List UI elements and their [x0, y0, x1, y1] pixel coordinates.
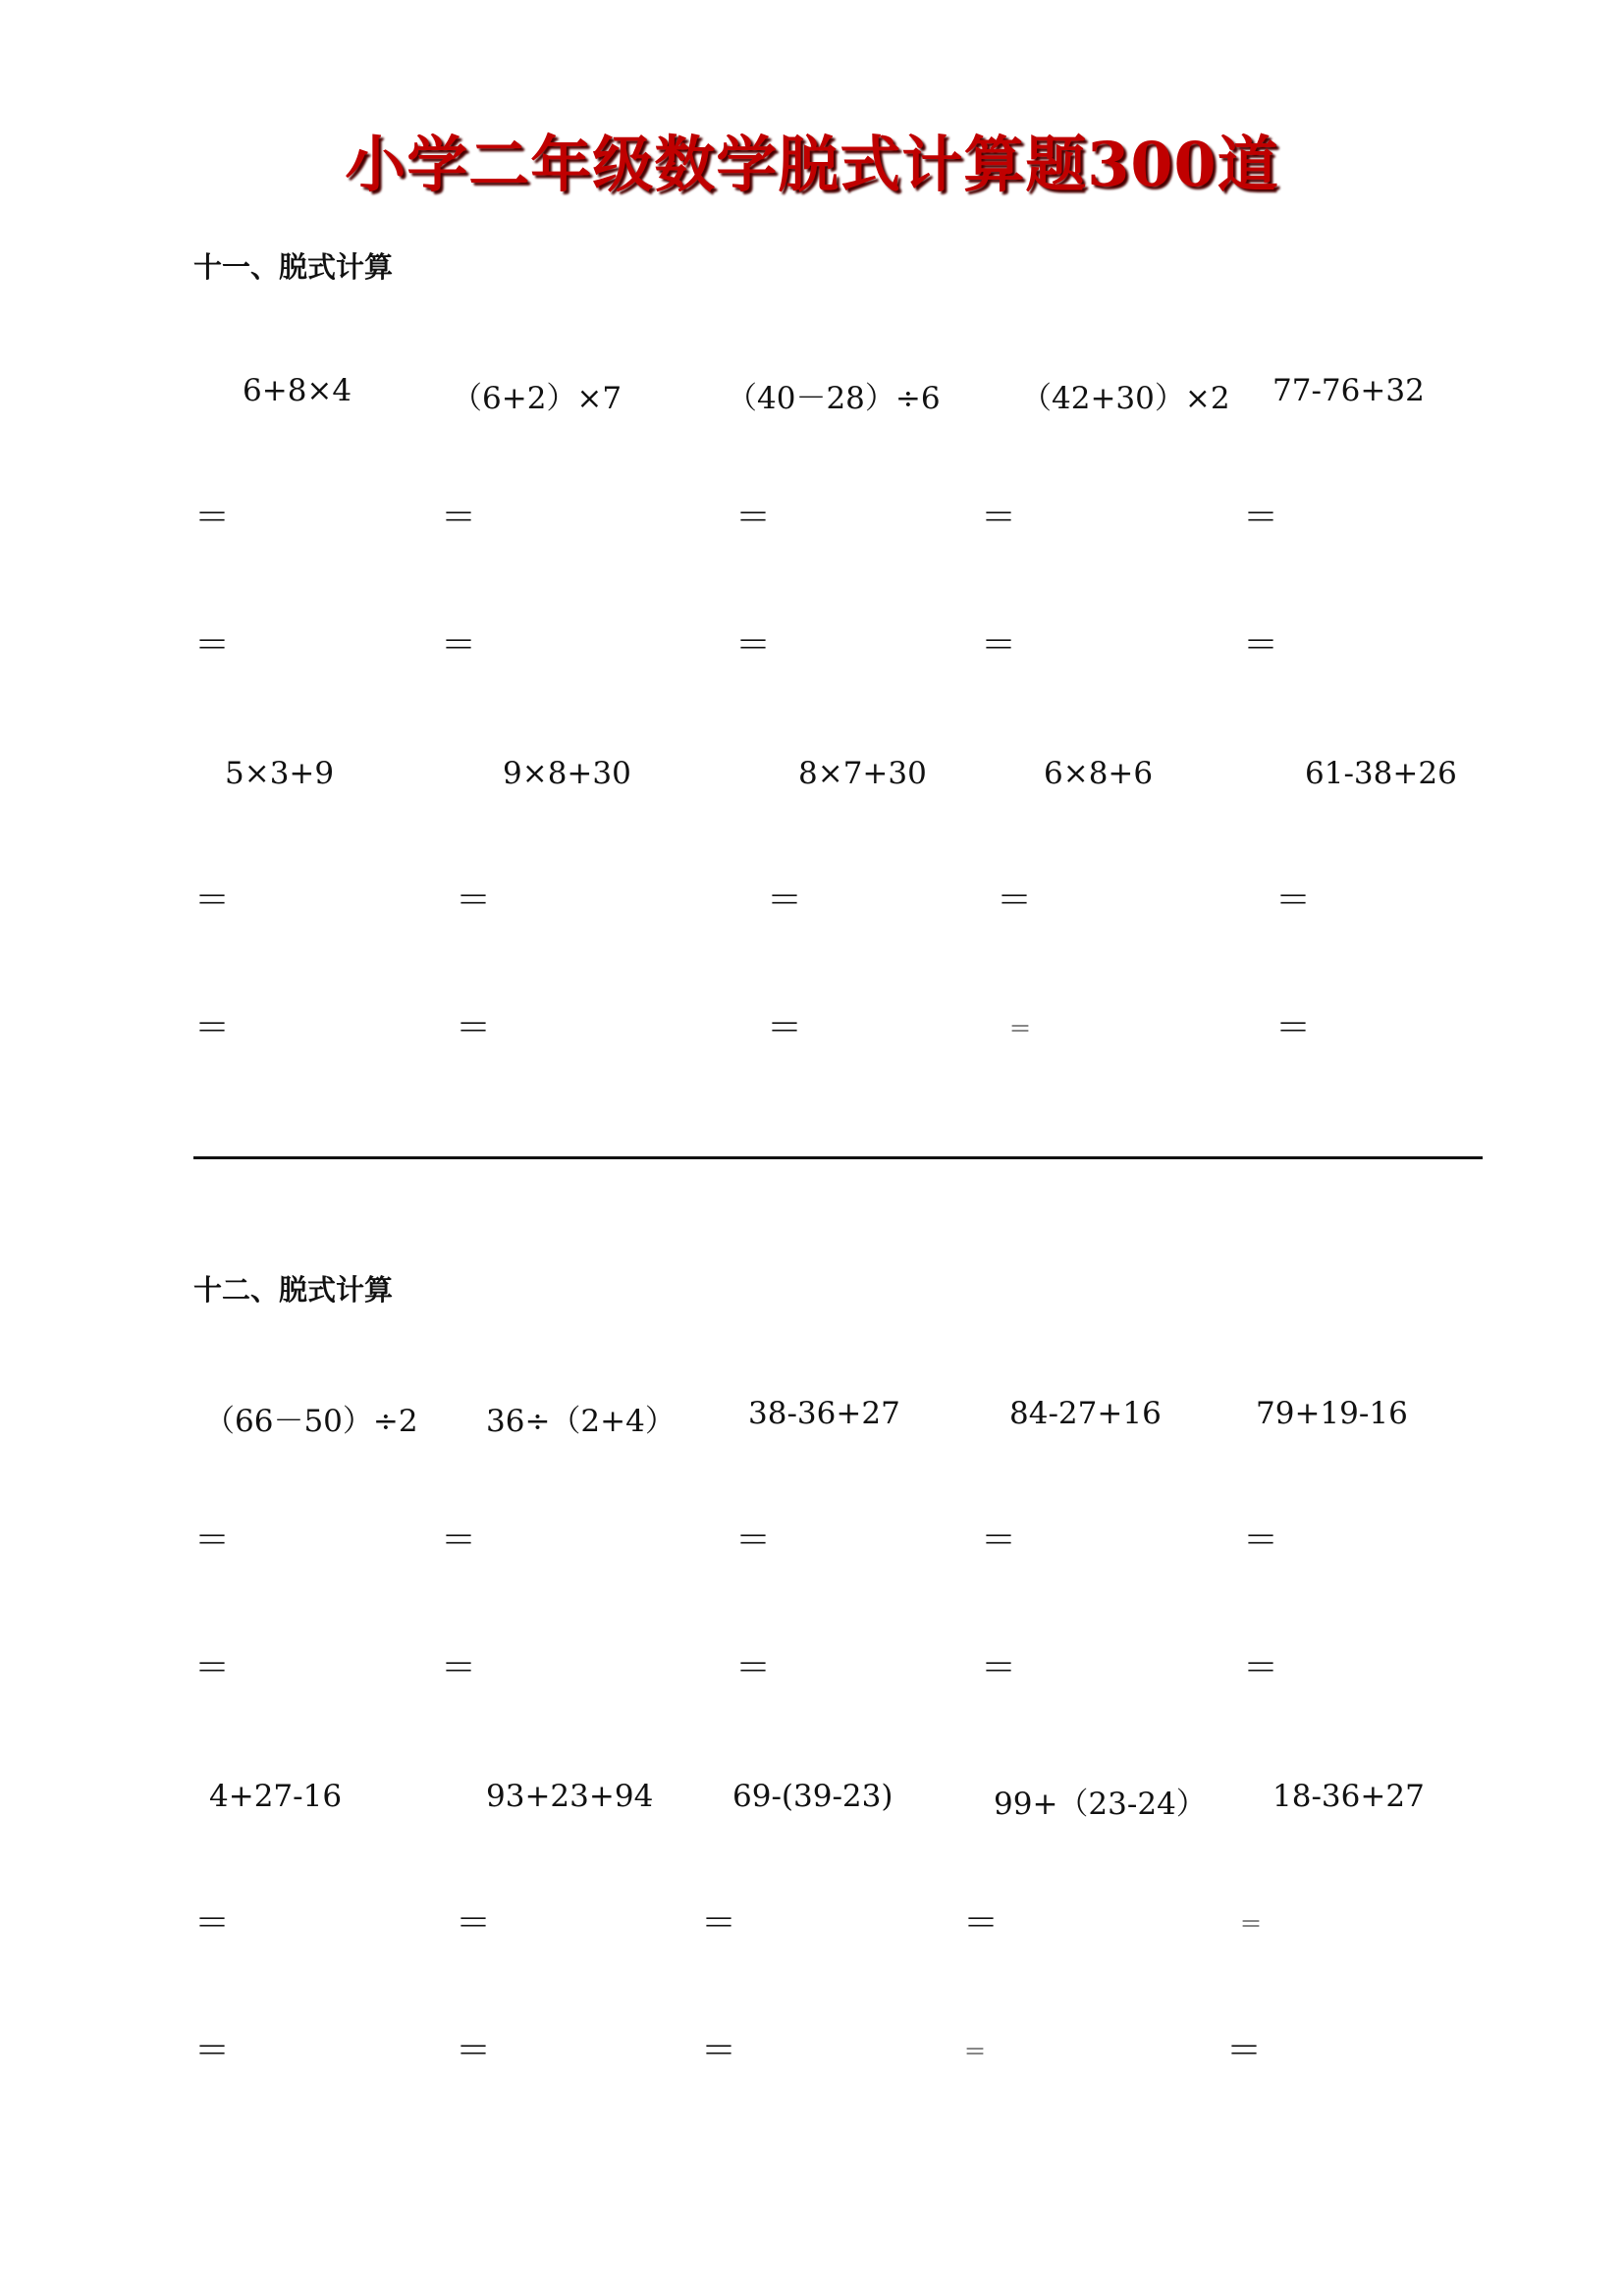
expression: 61-38+26	[1305, 756, 1457, 791]
equals-sign: ＝	[735, 498, 772, 538]
section-divider	[193, 1156, 1483, 1159]
equals-sign: ＝	[1226, 2031, 1263, 2071]
equals-sign: ＝	[767, 1008, 803, 1048]
equals-sign: ＝	[194, 2031, 231, 2071]
equals-sign: ＝	[701, 2031, 737, 2071]
equals-sign: ＝	[963, 1903, 1000, 1944]
expression: 93+23+94	[486, 1779, 654, 1814]
expression: 77-76+32	[1272, 373, 1425, 408]
expression: （6+2）×7	[452, 381, 623, 416]
expression: 99+（23-24）	[994, 1787, 1207, 1822]
equals-sign: ＝	[981, 1648, 1017, 1688]
expression: 6+8×4	[243, 373, 352, 408]
equals-sign: ＝	[981, 625, 1017, 666]
equals-sign: ＝	[997, 881, 1033, 921]
section-heading-11: 十一、脱式计算	[193, 250, 394, 284]
equals-sign: ＝	[194, 1648, 231, 1688]
equals-sign: ＝	[194, 881, 231, 921]
expression: 69-(39-23)	[732, 1779, 893, 1814]
equals-sign: ＝	[735, 625, 772, 666]
equals-sign: ＝	[194, 625, 231, 666]
equals-sign: ＝	[441, 1648, 477, 1688]
expression: （40－28）÷6	[727, 381, 941, 416]
equals-sign: ＝	[1008, 1015, 1032, 1042]
equals-sign: ＝	[981, 498, 1017, 538]
expression: 84-27+16	[1009, 1396, 1162, 1431]
expression: 9×8+30	[503, 756, 631, 791]
expression: 6×8+6	[1044, 756, 1154, 791]
equals-sign: ＝	[1243, 1521, 1279, 1561]
expression: （42+30）×2	[1021, 381, 1230, 416]
equals-sign: ＝	[1243, 625, 1279, 666]
equals-sign: ＝	[194, 498, 231, 538]
equals-sign: ＝	[767, 881, 803, 921]
equals-sign: ＝	[441, 625, 477, 666]
equals-sign: ＝	[456, 1008, 492, 1048]
equals-sign: ＝	[194, 1903, 231, 1944]
expression: 79+19-16	[1256, 1396, 1408, 1431]
equals-sign: ＝	[735, 1648, 772, 1688]
equals-sign: ＝	[963, 2038, 987, 2065]
equals-sign: ＝	[1275, 881, 1312, 921]
expression: 36÷（2+4）	[486, 1404, 676, 1439]
equals-sign: ＝	[1243, 1648, 1279, 1688]
equals-sign: ＝	[456, 1903, 492, 1944]
equals-sign: ＝	[194, 1521, 231, 1561]
expression: 5×3+9	[225, 756, 335, 791]
equals-sign: ＝	[194, 1008, 231, 1048]
expression: （66－50）÷2	[204, 1404, 418, 1439]
equals-sign: ＝	[735, 1521, 772, 1561]
equals-sign: ＝	[456, 2031, 492, 2071]
equals-sign: ＝	[441, 1521, 477, 1561]
equals-sign: ＝	[1239, 1910, 1263, 1938]
equals-sign: ＝	[701, 1903, 737, 1944]
expression: 18-36+27	[1272, 1779, 1425, 1814]
expression: 8×7+30	[798, 756, 927, 791]
expression: 4+27-16	[209, 1779, 343, 1814]
equals-sign: ＝	[1243, 498, 1279, 538]
page-title: 小学二年级数学脱式计算题300道	[345, 129, 1279, 200]
section-heading-12: 十二、脱式计算	[193, 1273, 394, 1307]
equals-sign: ＝	[981, 1521, 1017, 1561]
equals-sign: ＝	[441, 498, 477, 538]
equals-sign: ＝	[1275, 1008, 1312, 1048]
equals-sign: ＝	[456, 881, 492, 921]
expression: 38-36+27	[748, 1396, 900, 1431]
